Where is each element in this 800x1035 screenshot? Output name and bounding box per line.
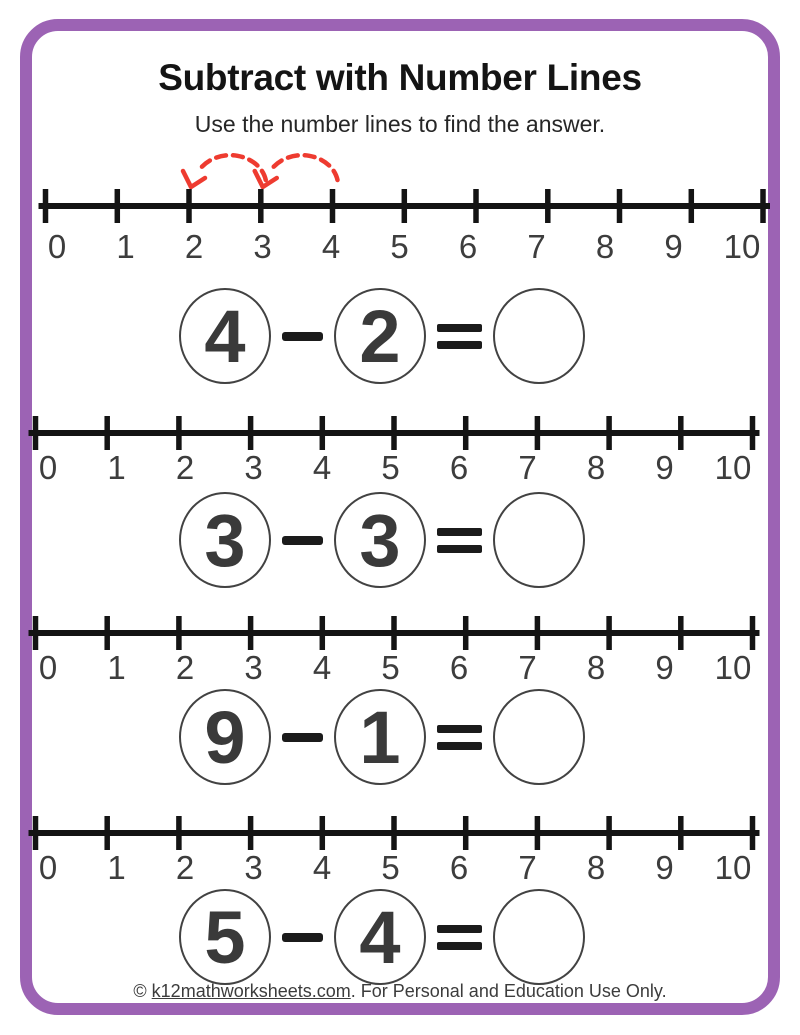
svg-text:2: 2 — [175, 649, 195, 686]
svg-text:4: 4 — [312, 649, 332, 686]
minus-icon — [282, 536, 323, 545]
page-title: Subtract with Number Lines — [158, 57, 642, 98]
minus-icon — [282, 933, 323, 942]
subtrahend-value: 4 — [359, 895, 401, 979]
subtrahend-circle — [334, 689, 426, 785]
svg-text:3: 3 — [244, 649, 263, 686]
svg-text:9: 9 — [655, 849, 674, 886]
svg-text:1: 1 — [107, 849, 126, 886]
equation-3 — [179, 688, 585, 786]
svg-text:8: 8 — [595, 228, 615, 265]
equals-icon — [437, 324, 482, 349]
svg-text:8: 8 — [586, 449, 606, 486]
minuend-circle — [179, 492, 271, 588]
svg-text:0: 0 — [38, 449, 58, 486]
svg-text:7: 7 — [518, 649, 537, 686]
svg-text:9: 9 — [655, 449, 674, 486]
equation-1 — [179, 287, 585, 385]
number-line-1 — [0, 186, 800, 271]
svg-text:3: 3 — [244, 849, 263, 886]
equals-icon — [437, 725, 482, 750]
svg-text:7: 7 — [518, 849, 537, 886]
number-line-4 — [0, 813, 800, 898]
svg-text:10: 10 — [723, 228, 761, 265]
subtrahend-circle — [334, 492, 426, 588]
minuend-circle — [179, 288, 271, 384]
minuend-value: 3 — [204, 498, 246, 582]
subtrahend-value: 2 — [359, 294, 401, 378]
equals-icon — [437, 528, 482, 553]
svg-text:1: 1 — [107, 449, 126, 486]
footer — [0, 981, 800, 1002]
svg-text:6: 6 — [458, 228, 478, 265]
svg-text:5: 5 — [381, 649, 400, 686]
subtrahend-circle — [334, 288, 426, 384]
equation-2 — [179, 491, 585, 589]
svg-text:4: 4 — [312, 849, 332, 886]
minuend-circle — [179, 689, 271, 785]
svg-text:10: 10 — [714, 449, 752, 486]
svg-text:9: 9 — [655, 649, 674, 686]
svg-text:5: 5 — [381, 449, 400, 486]
copyright-text: © — [133, 981, 152, 1001]
answer-circle[interactable] — [493, 492, 585, 588]
svg-text:10: 10 — [714, 849, 752, 886]
svg-text:8: 8 — [586, 649, 606, 686]
svg-text:2: 2 — [175, 849, 195, 886]
answer-circle[interactable] — [493, 889, 585, 985]
subtrahend-circle — [334, 889, 426, 985]
svg-text:3: 3 — [253, 228, 272, 265]
equals-icon — [437, 925, 482, 950]
svg-text:4: 4 — [321, 228, 341, 265]
minuend-value: 9 — [204, 695, 246, 779]
svg-text:9: 9 — [664, 228, 683, 265]
minus-icon — [282, 332, 323, 341]
minuend-circle — [179, 889, 271, 985]
instructions-text: Use the number lines to find the answer. — [194, 111, 606, 137]
svg-text:1: 1 — [116, 228, 135, 265]
svg-text:2: 2 — [184, 228, 204, 265]
svg-text:0: 0 — [38, 649, 58, 686]
svg-text:10: 10 — [714, 649, 752, 686]
svg-text:8: 8 — [586, 849, 606, 886]
svg-text:5: 5 — [381, 849, 400, 886]
svg-text:2: 2 — [175, 449, 195, 486]
number-line-2 — [0, 413, 800, 498]
minus-icon — [282, 733, 323, 742]
svg-text:3: 3 — [244, 449, 263, 486]
svg-text:1: 1 — [107, 649, 126, 686]
svg-text:0: 0 — [38, 849, 58, 886]
svg-text:6: 6 — [449, 849, 469, 886]
answer-circle[interactable] — [493, 288, 585, 384]
svg-text:6: 6 — [449, 649, 469, 686]
equation-4 — [179, 888, 585, 986]
minuend-value: 4 — [204, 294, 246, 378]
svg-text:5: 5 — [390, 228, 409, 265]
subtrahend-value: 1 — [359, 695, 401, 779]
svg-text:6: 6 — [449, 449, 469, 486]
svg-text:7: 7 — [518, 449, 537, 486]
website-link[interactable]: k12mathworksheets.com — [151, 981, 351, 1001]
usage-text: . For Personal and Education Use Only. — [350, 981, 667, 1001]
svg-text:7: 7 — [527, 228, 546, 265]
minuend-value: 5 — [204, 895, 246, 979]
answer-circle[interactable] — [493, 689, 585, 785]
svg-text:4: 4 — [312, 449, 332, 486]
number-line-3 — [0, 613, 800, 698]
svg-text:0: 0 — [47, 228, 67, 265]
subtrahend-value: 3 — [359, 498, 401, 582]
